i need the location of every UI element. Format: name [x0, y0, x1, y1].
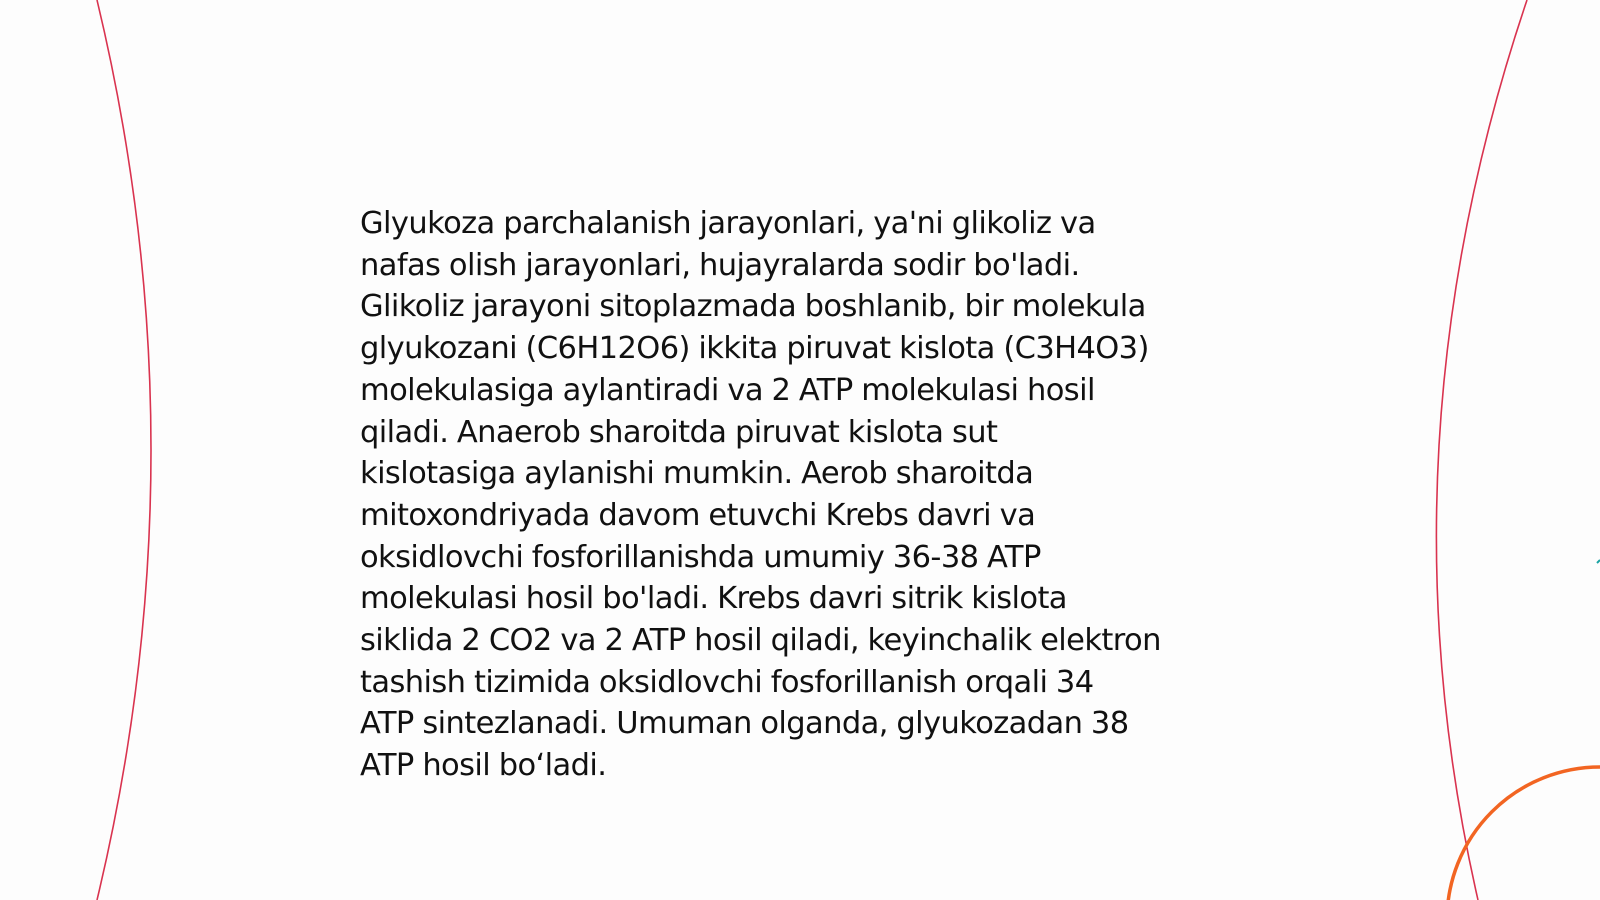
left-curve — [97, 0, 151, 900]
body-text: Glyukoza parchalanish jarayonlari, ya'ni glikoliz va nafas olish jarayonlari, hujayralarda sodir bo'ladi. Glikoliz jarayoni sitoplazmada boshlanib, bir molekula glyukozani (C6H12O6) ikkita piruvat kislota (C3H4O3) molekulasiga aylantiradi va 2 ATP molekulasi hosil qiladi. Anaerob sharoitda piruvat kislota sut kislotasiga aylanishi mumkin. Aerob sharoitda mitoxondriyada davom etuvchi Krebs davri va oksidlovchi fosforillanishda umumiy 36-38 ATP molekulasi hosil bo'ladi. Krebs davri sitrik kislota siklida 2 CO2 va 2 ATP hosil qiladi, keyinchalik elektron tashish tizimida oksidlovchi fosforillanish orqali 34 ATP sintezlanadi. Umuman olganda, glyukozadan 38 ATP hosil bo‘ladi. — [360, 206, 1161, 784]
orange-arc — [1447, 767, 1600, 900]
right-curve — [1436, 0, 1527, 900]
